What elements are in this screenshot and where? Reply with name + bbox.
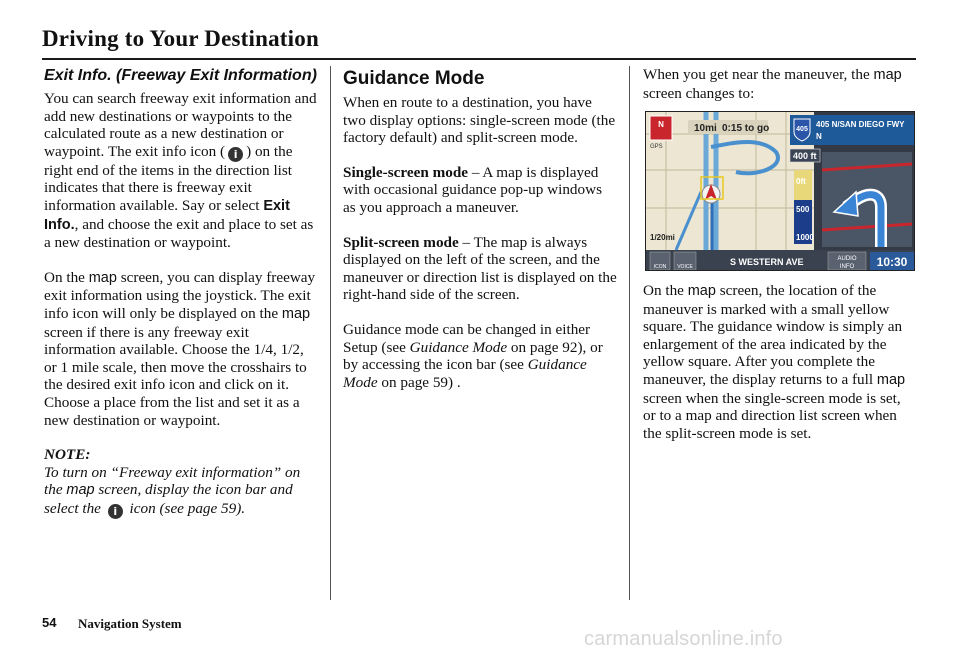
title-rule [42,58,916,60]
column-divider [629,66,630,600]
freeway-shield: 405 [796,126,808,133]
column-guidance-mode [343,66,617,408]
guidance-intro-paragraph: When en route to a destination, you have two display options: single-screen mode (the factory default) and split-screen mode. [343,94,616,147]
info-icon: i [108,504,123,519]
exit-info-option: Exit Info. [44,197,290,233]
street-name: S WESTERN AVE [730,257,804,267]
audio-info-line1: AUDIO [837,256,857,262]
voice-button-label: VOICE [677,264,693,270]
single-screen-paragraph: Single-screen mode – A map is displayed with occasional guidance pop-up windows as you approach a maneuver. [343,163,602,216]
map-scale: 1/20mi [650,233,675,242]
exit-info-heading: Exit Info. (Freeway Exit Information) [44,67,317,84]
distance-remaining: 10mi [694,123,717,134]
maneuver-description-paragraph: On the map screen, the location of the maneuver is marked with a small yellow square. The guidance window is simply an enlargement of the area indicated by the yellow square. After you complete the maneuver, the display returns to a full map screen when the single-screen mode is set, or to a map and direction list screen when the split-screen mode is set. [643,282,906,442]
column-maneuver-body [643,282,917,459]
page-number: 54 [42,615,57,630]
time-to-go: 0:15 to go [722,123,770,134]
bar-0ft: 0ft [796,177,806,186]
exit-info-paragraph: You can search freeway exit information and add new destinations or waypoints to the calculated route as a new destination or waypoint. The exit info icon ( i ) on the right end of the items in the direction list indicates that there is freeway exit information available. Say or select Exit Info., and choose the exit and place to set as a new destination or waypoint. [44,90,317,252]
info-icon: i [228,147,243,162]
split-screen-paragraph: Split-screen mode – The map is always displayed on the left of the screen, and the maneuver or direction list is displayed on the right-hand side of the screen. [343,233,617,304]
bar-500: 500 [796,205,810,214]
bar-1000: 1000 [796,233,814,242]
note-label: NOTE: [44,446,91,464]
note-text: To turn on “Freeway exit information” on the map screen, display the icon bar and select the i icon (see page 59). [44,463,301,518]
maneuver-intro-paragraph: When you get near the maneuver, the map screen changes to: [643,66,902,102]
map-exit-paragraph: On the map screen, you can display freeway exit information using the joystick. The exit info icon will only be displayed on the map screen if there is any freeway exit information available. Choose the 1/4, 1/2, or 1 mile scale, then move the crosshairs to the desired exit info icon and click on it. Choose a place from the list and set it as a new destination or waypoint. [44,268,316,429]
footer-section: Navigation System [78,616,182,631]
audio-info-line2: INFO [839,264,855,270]
distance-box: 400 ft [793,151,817,161]
guidance-change-paragraph: Guidance mode can be changed in either Setup (see Guidance Mode on page 92), or by accessing the icon bar (see Guidance Mode on page 59) . [343,320,603,391]
gps-label: GPS [650,144,663,150]
freeway-name: 405 N/SAN DIEGO FWY [816,120,905,129]
compass-n-label: N [658,120,664,129]
column-divider [330,66,331,600]
watermark: carmanualsonline.info [584,628,783,650]
icon-button-label: ICON [653,264,667,270]
column-exit-info [44,66,318,519]
freeway-direction: N [816,132,822,141]
guidance-mode-heading: Guidance Mode [343,68,485,89]
column-maneuver [643,66,917,102]
navigation-screen-image [645,111,915,271]
clock: 10:30 [876,255,908,269]
page-title: Driving to Your Destination [42,26,319,51]
